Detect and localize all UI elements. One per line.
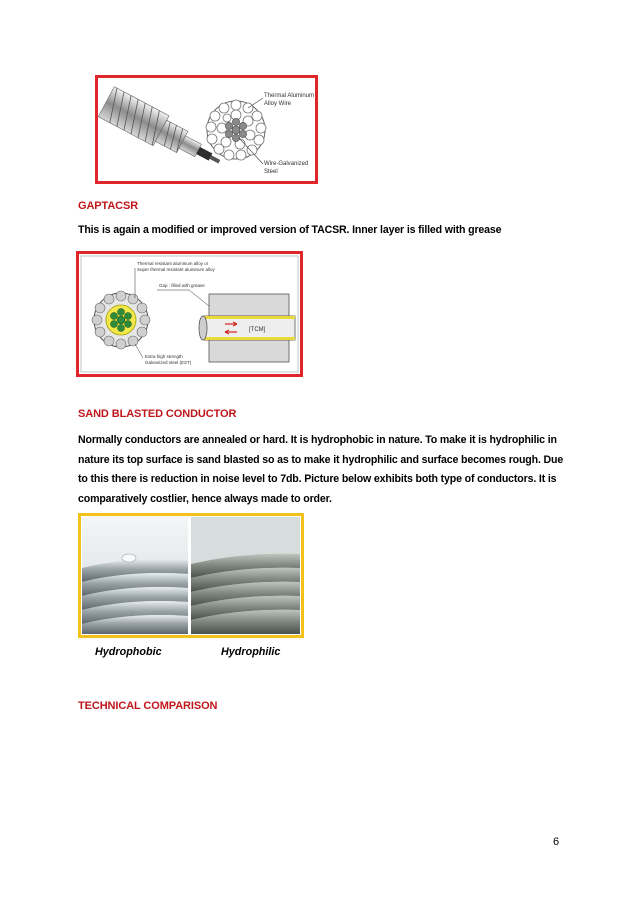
label-gap-grease: Gap : filled with grease [159, 283, 205, 288]
gaptacsr-illustration [79, 254, 300, 374]
hydrophobic-photo [82, 517, 188, 634]
paragraph-line: Normally conductors are annealed or hard. It is hydrophobic in nature. To make it is hydrophilic in [78, 434, 557, 446]
caption-hydrophilic: Hydrophilic [221, 646, 281, 658]
heading-technical-comparison: TECHNICAL COMPARISON [78, 700, 218, 712]
hydrophilic-photo [191, 517, 300, 634]
heading-sand-blasted: SAND BLASTED CONDUCTOR [78, 408, 237, 420]
gaptacsr-longitudinal-view [199, 294, 295, 362]
figure-conductor-cross-section [95, 75, 318, 184]
paragraph-line: comparatively costlier, hence always made to order. [78, 492, 332, 505]
label-alloy-wire: Alloy Wire [264, 101, 292, 107]
label-galvanized-steel: Galvanized steel (EST) [145, 360, 192, 365]
heading-gaptacsr: GAPTACSR [78, 200, 139, 212]
page-number: 6 [553, 836, 560, 848]
label-wire-galvanized: Wire-Galvanized [264, 161, 309, 167]
gaptacsr-description: This is again a modified or improved version of TACSR. Inner layer is filled with grease [78, 224, 502, 236]
label-steel: Steel [264, 169, 278, 175]
caption-hydrophobic: Hydrophobic [95, 646, 162, 658]
conductor-surface-photos [81, 516, 301, 635]
label-thermal-aluminum: Thermal Aluminum [264, 93, 315, 99]
paragraph-line: to this there is reduction in noise level to 7db. Picture below exhibits both type of conductors. It is [78, 473, 557, 485]
figure-hydrophobic-hydrophilic [78, 513, 304, 638]
label-extra-high-strength: Extra high strength [145, 354, 183, 359]
label-super-thermal-resistant: Super thermal resistant aluminum alloy [137, 267, 215, 272]
label-thermal-resistant: Thermal resistant aluminum alloy or [137, 261, 209, 266]
conductor-illustration [98, 78, 315, 181]
figure-gaptacsr-structure [76, 251, 303, 377]
paragraph-line: nature its top surface is sand blasted so as to make it hydrophilic and surface becomes rough. Due [78, 453, 564, 466]
label-core: [TCM] [249, 327, 266, 333]
sand-blasted-description [78, 431, 568, 509]
cross-section-diagram [206, 98, 266, 164]
